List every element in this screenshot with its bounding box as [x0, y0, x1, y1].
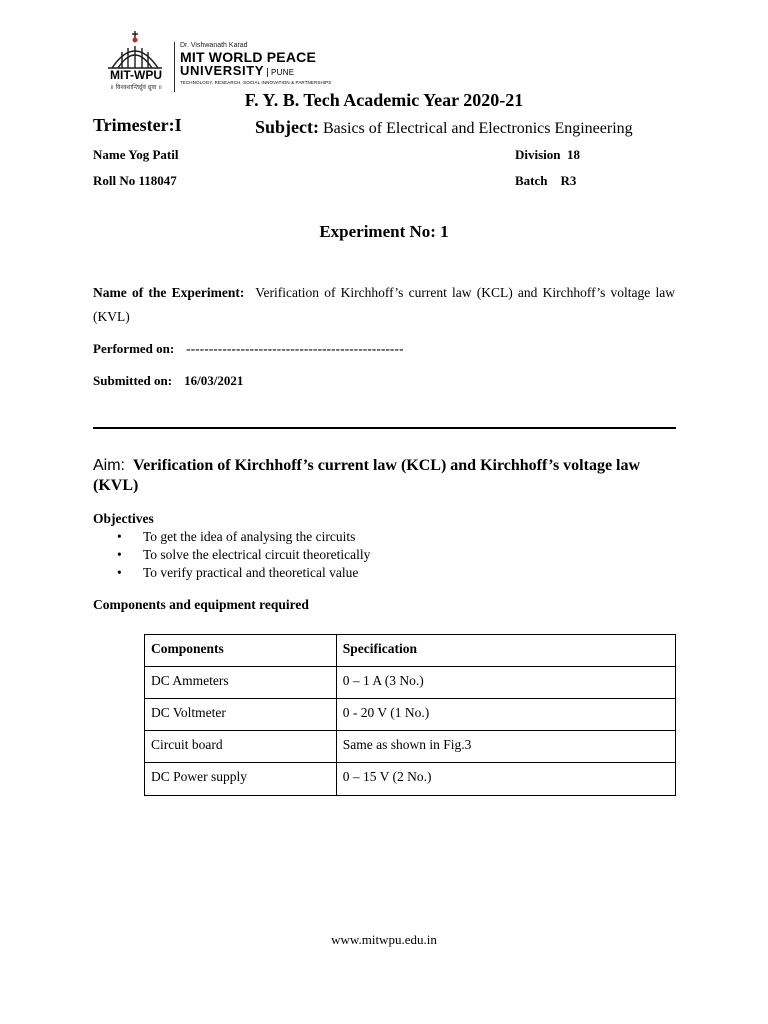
division: Division 18: [515, 147, 581, 162]
logo-wordmark: [180, 42, 331, 86]
performed-on: [93, 341, 404, 357]
objective-text: To get the idea of analysing the circuits: [143, 529, 356, 544]
table-cell: Same as shown in Fig.3: [336, 731, 675, 763]
logo-name-line1: MIT WORLD PEACE: [180, 49, 316, 65]
submitted-on-value: 16/03/2021: [184, 373, 244, 388]
list-item: [93, 564, 370, 582]
logo-founder: Dr. Vishwanath Karad: [180, 42, 248, 49]
logo-abbreviation: MIT-WPU: [110, 68, 162, 82]
academic-year-title: F. Y. B. Tech Academic Year 2020-21: [244, 90, 524, 110]
list-item: [93, 546, 370, 564]
column-header: Components: [145, 635, 337, 667]
table-row: [145, 699, 676, 731]
table-row: [145, 731, 676, 763]
table-row: [145, 763, 676, 796]
experiment-name-label: Name of the Experiment:: [93, 285, 245, 300]
bullet-icon: •: [117, 565, 122, 580]
logo-divider: [174, 42, 175, 92]
objectives-list: [93, 528, 370, 582]
subject-label: Subject:: [255, 117, 319, 137]
trimester: Trimester:I: [93, 115, 182, 135]
objective-text: To verify practical and theoretical value: [143, 565, 359, 580]
performed-on-value: ------------------------------------------------: [186, 341, 404, 356]
table-cell: 0 – 1 A (3 No.): [336, 667, 675, 699]
logo-city: PUNE: [267, 68, 294, 77]
bullet-icon: •: [117, 529, 122, 544]
aim: [93, 456, 683, 496]
list-item: [93, 528, 370, 546]
roll-number: Roll No 118047: [93, 173, 177, 188]
table-cell: DC Voltmeter: [145, 699, 337, 731]
logo-tagline: TECHNOLOGY, RESEARCH, SOCIAL INNOVATION & PARTNERSHIPS: [180, 80, 332, 85]
objectives-heading: Objectives: [93, 511, 154, 526]
table-row: [145, 667, 676, 699]
student-name: Name Yog Patil: [93, 147, 179, 162]
experiment-number: Experiment No: 1: [319, 222, 449, 241]
submitted-on-label: Submitted on:: [93, 373, 173, 388]
performed-on-label: Performed on:: [93, 341, 175, 356]
table-cell: Circuit board: [145, 731, 337, 763]
bullet-icon: •: [117, 547, 122, 562]
logo-name-university: UNIVERSITY: [180, 63, 265, 78]
objective-text: To solve the electrical circuit theoretically: [143, 547, 371, 562]
experiment-name: [93, 281, 675, 329]
section-divider: [93, 427, 676, 429]
table-cell: 0 - 20 V (1 No.): [336, 699, 675, 731]
components-table: [144, 634, 676, 796]
subject-value: Basics of Electrical and Electronics Engineering: [323, 120, 633, 137]
experiment-name-value: Verification of Kirchhoff’s current law (KCL) and Kirchhoff’s voltage law (KVL): [93, 285, 675, 324]
subject: [255, 117, 633, 138]
table-header-row: [145, 635, 676, 667]
university-logo: [96, 28, 356, 94]
batch: Batch R3: [515, 173, 577, 188]
logo-name-line2: [180, 64, 331, 80]
table-cell: DC Power supply: [145, 763, 337, 796]
components-heading: Components and equipment required: [93, 597, 309, 612]
table-cell: DC Ammeters: [145, 667, 337, 699]
logo-motto: ॥ विश्वशान्तिर्ध्रुवं ध्रुवा ॥: [110, 84, 162, 91]
submitted-on: [93, 373, 243, 389]
footer-url: www.mitwpu.edu.in: [331, 932, 437, 947]
table-cell: 0 – 15 V (2 No.): [336, 763, 675, 796]
aim-label: Aim:: [93, 457, 125, 474]
column-header: Specification: [336, 635, 675, 667]
aim-value: Verification of Kirchhoff’s current law (KCL) and Kirchhoff’s voltage law (KVL): [93, 457, 641, 494]
